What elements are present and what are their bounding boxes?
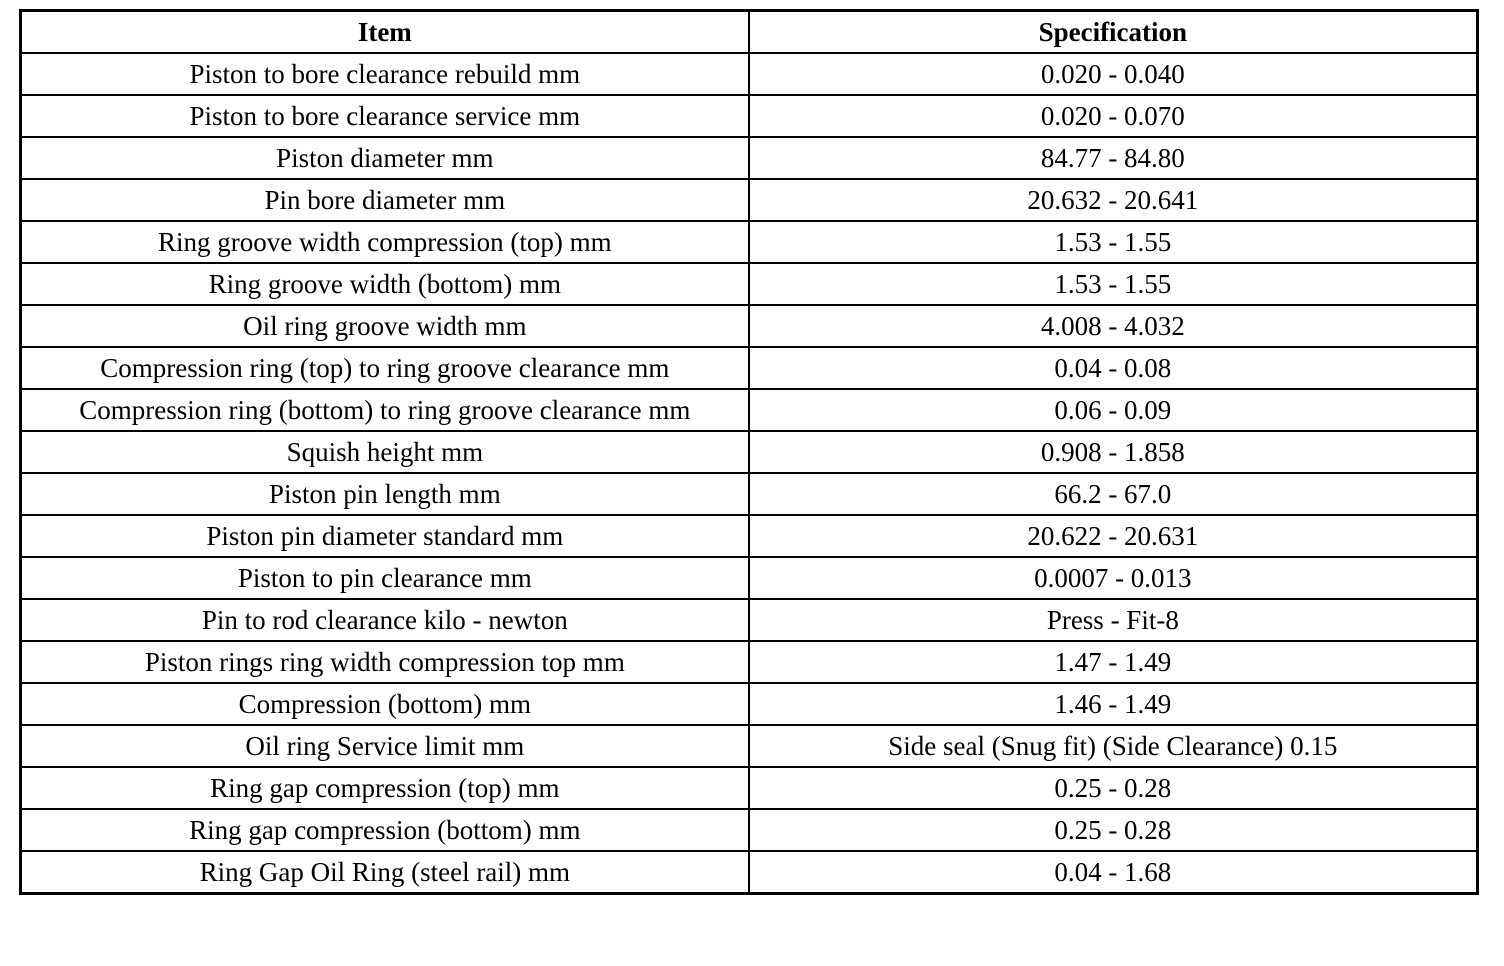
specification-cell: 0.04 - 0.08 (749, 347, 1478, 389)
specification-cell: 1.46 - 1.49 (749, 683, 1478, 725)
item-cell: Ring gap compression (top) mm (21, 767, 749, 809)
specification-cell: 0.25 - 0.28 (749, 767, 1478, 809)
table-row (21, 725, 1478, 767)
item-cell: Piston to bore clearance rebuild mm (21, 53, 749, 95)
table-body (21, 53, 1478, 894)
table-row (21, 179, 1478, 221)
table-row (21, 389, 1478, 431)
item-cell: Ring Gap Oil Ring (steel rail) mm (21, 851, 749, 894)
specification-table (19, 9, 1479, 895)
specification-cell: 1.47 - 1.49 (749, 641, 1478, 683)
table-row (21, 767, 1478, 809)
table-row (21, 683, 1478, 725)
item-cell: Squish height mm (21, 431, 749, 473)
item-cell: Compression (bottom) mm (21, 683, 749, 725)
specification-cell: 20.632 - 20.641 (749, 179, 1478, 221)
item-cell: Ring groove width (bottom) mm (21, 263, 749, 305)
header-specification: Specification (749, 11, 1478, 54)
table-row (21, 809, 1478, 851)
table-row (21, 557, 1478, 599)
specification-cell: 0.25 - 0.28 (749, 809, 1478, 851)
table-row (21, 305, 1478, 347)
header-row (21, 11, 1478, 54)
table-row (21, 347, 1478, 389)
specification-cell: 1.53 - 1.55 (749, 263, 1478, 305)
item-cell: Compression ring (bottom) to ring groove clearance mm (21, 389, 749, 431)
item-cell: Piston rings ring width compression top mm (21, 641, 749, 683)
table-row (21, 137, 1478, 179)
specification-cell: 0.0007 - 0.013 (749, 557, 1478, 599)
item-cell: Oil ring groove width mm (21, 305, 749, 347)
table-row (21, 263, 1478, 305)
item-cell: Piston pin diameter standard mm (21, 515, 749, 557)
item-cell: Compression ring (top) to ring groove clearance mm (21, 347, 749, 389)
specification-cell: 20.622 - 20.631 (749, 515, 1478, 557)
table-row (21, 95, 1478, 137)
item-cell: Piston to pin clearance mm (21, 557, 749, 599)
table-row (21, 473, 1478, 515)
item-cell: Piston to bore clearance service mm (21, 95, 749, 137)
table-header (21, 11, 1478, 54)
item-cell: Piston diameter mm (21, 137, 749, 179)
specification-cell: 0.908 - 1.858 (749, 431, 1478, 473)
specification-cell: 0.020 - 0.070 (749, 95, 1478, 137)
table-row (21, 53, 1478, 95)
specification-cell: Side seal (Snug fit) (Side Clearance) 0.15 (749, 725, 1478, 767)
specification-cell: 0.020 - 0.040 (749, 53, 1478, 95)
specification-cell: 0.06 - 0.09 (749, 389, 1478, 431)
item-cell: Pin bore diameter mm (21, 179, 749, 221)
item-cell: Pin to rod clearance kilo - newton (21, 599, 749, 641)
specification-cell: 66.2 - 67.0 (749, 473, 1478, 515)
item-cell: Oil ring Service limit mm (21, 725, 749, 767)
table-row (21, 515, 1478, 557)
header-item: Item (21, 11, 749, 54)
item-cell: Piston pin length mm (21, 473, 749, 515)
table-row (21, 641, 1478, 683)
table-row (21, 599, 1478, 641)
specification-cell: Press - Fit-8 (749, 599, 1478, 641)
specification-cell: 1.53 - 1.55 (749, 221, 1478, 263)
table-row (21, 221, 1478, 263)
table-row (21, 851, 1478, 894)
specification-cell: 4.008 - 4.032 (749, 305, 1478, 347)
specification-cell: 84.77 - 84.80 (749, 137, 1478, 179)
table-row (21, 431, 1478, 473)
item-cell: Ring groove width compression (top) mm (21, 221, 749, 263)
item-cell: Ring gap compression (bottom) mm (21, 809, 749, 851)
specification-cell: 0.04 - 1.68 (749, 851, 1478, 894)
